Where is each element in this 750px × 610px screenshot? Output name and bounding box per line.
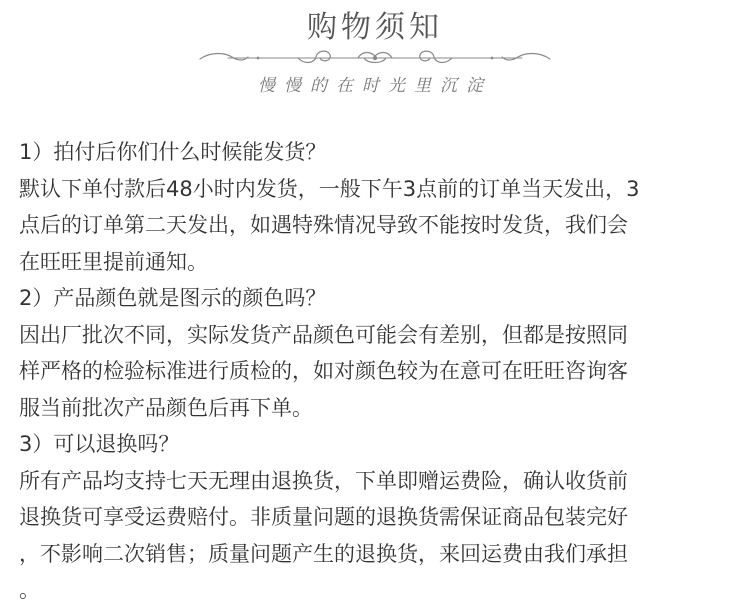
divider-ornament-icon bbox=[198, 44, 552, 70]
page-subtitle: 慢慢的在时光里沉淀 bbox=[258, 76, 492, 96]
notice-answer-line: 退换货可享受运费赔付。非质量问题的退换货需保证商品包装完好 bbox=[19, 505, 628, 529]
notice-answer-line: 服当前批次产品颜色后再下单。 bbox=[19, 395, 313, 420]
notice-question: 2）产品颜色就是图示的颜色吗？ bbox=[19, 286, 327, 310]
page-title: 购物须知 bbox=[307, 10, 443, 45]
notice-answer-line: 默认下单付款后48小时内发货，一般下午3点前的订单当天发出，3 bbox=[19, 176, 640, 201]
notice-answer-line: ，不影响二次销售；质量问题产生的退换货，来回运费由我们承担 bbox=[19, 541, 628, 566]
notice-question: 1）拍付后你们什么时候能发货？ bbox=[19, 140, 327, 164]
notice-answer-line: 。 bbox=[19, 578, 40, 602]
header bbox=[0, 0, 750, 110]
notice-answer-line: 在旺旺里提前通知。 bbox=[19, 249, 208, 274]
notice-answer-line: 所有产品均支持七天无理由退换货，下单即赠运费险，确认收货前 bbox=[19, 468, 628, 493]
notice-answer-line: 点后的订单第二天发出，如遇特殊情况导致不能按时发货，我们会 bbox=[19, 213, 628, 237]
notice-answer-line: 样严格的检验标准进行质检的，如对颜色较为在意可在旺旺咨询客 bbox=[19, 359, 628, 383]
notice-question: 3）可以退换吗？ bbox=[19, 432, 180, 456]
notice-answer-line: 因出厂批次不同，实际发货产品颜色可能会有差别，但都是按照同 bbox=[19, 322, 628, 347]
notice-content bbox=[19, 134, 731, 609]
